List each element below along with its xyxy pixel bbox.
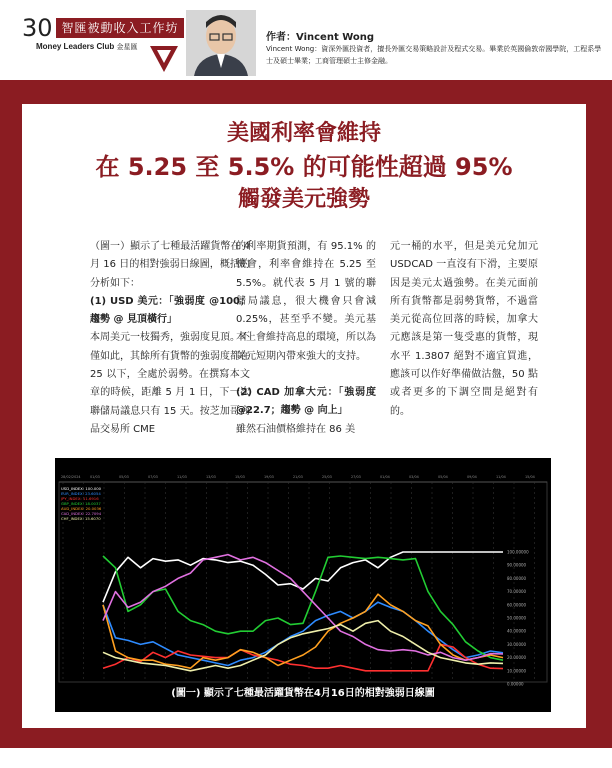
y-tick-label: 80.00000 <box>507 575 527 581</box>
paragraph: （圖一）顯示了七種最活躍貨幣在 4 月 16 日的相對強弱日線圖，概括的分析如下： <box>90 241 250 289</box>
legend-entry: CHF_INDEX: 15.6070 <box>61 516 101 521</box>
author-title: 作者：Vincent Wong <box>266 32 375 43</box>
page-header <box>0 0 612 80</box>
y-tick-label: 60.00000 <box>507 602 527 608</box>
legend-entry: GBP_INDEX: 18.0037 <box>61 501 101 506</box>
club-name-text: Money Leaders Club <box>36 42 115 51</box>
y-tick-label: 40.00000 <box>507 628 527 634</box>
title-line-3: 觸發美元強勢 <box>237 187 370 212</box>
legend-entry: EUR_INDEX: 23.6054 <box>61 491 101 496</box>
currency-strength-chart <box>55 458 551 712</box>
paragraph: 雖然石油價格維持在 86 美 <box>236 423 356 435</box>
article-title <box>22 118 586 216</box>
date-tick-label: 05/03 <box>119 475 129 479</box>
date-tick-label: 11/04 <box>496 475 506 479</box>
legend-entry: JPY_INDEX: 11.6916 <box>61 496 99 501</box>
date-tick-label: 01/04 <box>380 475 390 479</box>
legend-entry: USD_INDEX: 100.000 <box>61 486 102 491</box>
legend-entry: AUD_INDEX: 20.0036 <box>61 506 102 511</box>
date-tick-label: 19/03 <box>264 475 274 479</box>
club-logo-icon <box>150 46 178 72</box>
y-tick-label: 30.00000 <box>507 641 527 647</box>
date-tick-label: 27/03 <box>351 475 361 479</box>
date-tick-label: 15/04 <box>525 475 535 479</box>
page-footer <box>0 748 612 768</box>
paragraph: 元一桶的水平，但是美元兌加元 USDCAD 一直沒有下滑，主要原因是美元太過強勢。在美元面前所有貨幣都是弱勢貨幣，不過當美元從高位回落的時候，加拿大元應該是第一隻受惠的貨幣，現水平 1.3807 絕對不適宜買進，應該可以作好準備做沽盤，50 點或者更多的下調空間是絕對有的。 <box>390 241 538 417</box>
text-column-2 <box>236 238 376 439</box>
club-name <box>36 42 137 52</box>
title-line-1: 美國利率會維持 <box>226 121 381 146</box>
chart-svg <box>55 458 551 712</box>
y-tick-label: 0.00000 <box>507 681 524 687</box>
page-number: 30 <box>22 14 53 42</box>
date-tick-label: 13/03 <box>206 475 216 479</box>
date-tick-label: 11/03 <box>177 475 187 479</box>
author-description: Vincent Wong：資深外匯投資者，擅長外匯交易策略設計及程式交易。畢業於英國倫敦帝國學院，工程系學士及碩士畢業；工商管理碩士主修金融。 <box>266 45 602 65</box>
date-tick-label: 09/04 <box>467 475 477 479</box>
paragraph: 本周美元一枝獨秀，強弱度見頂。不僅如此，其餘所有貨幣的強弱度都在 25 以下，全處於弱勢。在撰寫本文章的時候，距離 5 月 1 日，下一次聯儲局議息只有 15 天。按芝加哥商品交易所 CME <box>90 332 250 435</box>
title-line-2: 在 5.25 至 5.5% 的可能性超過 95% <box>95 153 513 181</box>
author-photo <box>186 10 256 76</box>
date-tick-label: 07/03 <box>148 475 158 479</box>
date-tick-label: 28/02/2024 <box>61 475 81 479</box>
section-heading-cad: (2) CAD 加拿大元：「強弱度 @22.7；趨勢 @ 向上」 <box>236 387 376 417</box>
section-heading-usd: (1) USD 美元：「強弱度 @100；趨勢 @ 見頂橫行」 <box>90 295 250 326</box>
date-tick-label: 01/03 <box>90 475 100 479</box>
date-tick-label: 15/03 <box>235 475 245 479</box>
text-column-1 <box>90 238 250 439</box>
chart-caption: (圖一) 顯示了七種最活躍貨幣在4月16日的相對強弱日線圖 <box>171 688 435 699</box>
column-name-banner: 智匯被動收入工作坊 <box>56 18 184 38</box>
text-column-3 <box>390 238 538 421</box>
legend-entry: CAD_INDEX: 22.7094 <box>61 511 102 516</box>
article-frame <box>0 80 612 748</box>
chart-plot-frame <box>59 482 547 682</box>
article-body <box>22 104 586 728</box>
date-tick-label: 05/04 <box>438 475 448 479</box>
club-sub-text: 金星匯 <box>116 44 138 51</box>
y-tick-label: 90.00000 <box>507 562 527 568</box>
date-tick-label: 03/04 <box>409 475 419 479</box>
date-tick-label: 21/03 <box>293 475 303 479</box>
y-tick-label: 20.00000 <box>507 655 527 661</box>
y-tick-label: 10.00000 <box>507 668 527 674</box>
y-tick-label: 70.00000 <box>507 589 527 595</box>
y-tick-label: 50.00000 <box>507 615 527 621</box>
y-tick-label: 100.00000 <box>507 549 529 555</box>
series-line-usd <box>103 552 503 602</box>
paragraph: 的利率期貨預測，有 95.1% 的機會，利率會維持在 5.25 至 5.5%。就代表 5 月 1 號的聯儲局議息，很大機會只會減 0.25%，甚至乎不變。美元基本上會維持高息的環境，所以為美元短期內帶來強大的支持。 <box>236 241 376 362</box>
date-tick-label: 25/03 <box>322 475 332 479</box>
